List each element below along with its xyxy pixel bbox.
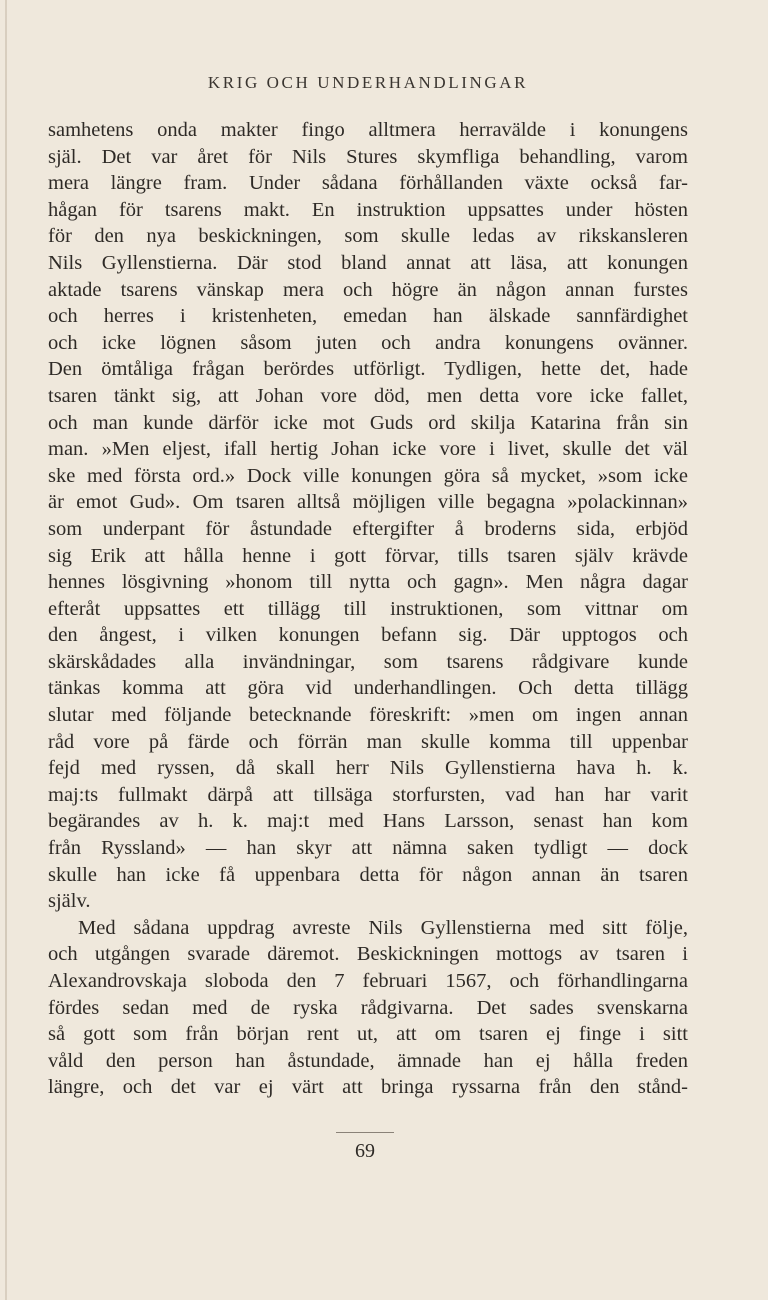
text-line: Nils Gyllenstierna. Där stod bland annat att läsa, att konungen: [48, 251, 688, 274]
text-line: den ångest, i vilken konungen befann sig. Där upptogos och: [48, 624, 688, 647]
text-line: från Ryssland» — han skyr att nämna saken tydligt — dock: [48, 837, 688, 860]
text-line: själ. Det var året för Nils Stures skymfliga behandling, varom: [48, 145, 688, 168]
text-line: hennes lösgivning »honom till nytta och gagn». Men några dagar: [48, 571, 688, 594]
text-line: hågan för tsarens makt. En instruktion uppsattes under hösten: [48, 198, 688, 221]
text-line: som underpant för åstundade eftergifter å broderns sida, erbjöd: [48, 517, 688, 540]
text-line: maj:ts fullmakt därpå att tillsäga storfursten, vad han har varit: [48, 783, 688, 806]
text-line: slutar med följande betecknande föreskrift: »men om ingen annan: [48, 704, 688, 727]
text-line: är emot Gud». Om tsaren alltså möjligen ville begagna »polackinnan»: [48, 491, 688, 514]
text-line: skärskådades alla invändningar, som tsarens rådgivare kunde: [48, 650, 688, 673]
text-line: själv.: [48, 890, 91, 913]
text-line: tsaren tänkt sig, att Johan vore död, men detta vore icke fallet,: [48, 384, 688, 407]
text-line: så gott som från början rent ut, att om tsaren ej finge i sitt: [48, 1023, 688, 1046]
text-line: aktade tsarens vänskap mera och högre än någon annan furstes: [48, 278, 688, 301]
folio-rule: [336, 1132, 394, 1133]
text-line: begärandes av h. k. maj:t med Hans Larsson, senast han kom: [48, 810, 688, 833]
text-line: Den ömtåliga frågan berördes utförligt. Tydligen, hette det, hade: [48, 358, 688, 381]
text-line: och icke lögnen såsom juten och andra konungens ovänner.: [48, 331, 688, 354]
body-text: [48, 117, 688, 1101]
page-number: 69: [355, 1140, 375, 1162]
text-line: för den nya beskickningen, som skulle ledas av rikskansleren: [48, 225, 688, 248]
text-line: och herres i kristenheten, emedan han älskade sannfärdighet: [48, 305, 688, 328]
text-line: råd vore på färde och förrän man skulle komma till uppenbar: [48, 730, 688, 753]
text-line: mera längre fram. Under sådana förhållanden växte också far-: [48, 172, 688, 195]
text-line: skulle han icke få uppenbara detta för någon annan än tsaren: [48, 863, 688, 886]
text-line: efteråt uppsattes ett tillägg till instruktionen, som vittnar om: [48, 597, 688, 620]
running-head: KRIG OCH UNDERHANDLINGAR: [207, 73, 529, 92]
text-line: fejd med ryssen, då skall herr Nils Gyllenstierna hava h. k.: [48, 757, 688, 780]
text-line: ske med första ord.» Dock ville konungen göra så mycket, »som icke: [48, 464, 688, 487]
page-edge: [5, 0, 7, 1300]
text-line: Alexandrovskaja sloboda den 7 februari 1567, och förhandlingarna: [48, 970, 688, 992]
text-line: och man kunde därför icke mot Guds ord skilja Katarina från sin: [48, 411, 688, 434]
text-line: Med sådana uppdrag avreste Nils Gyllenstierna med sitt följe,: [78, 916, 688, 939]
text-line: våld den person han åstundade, ämnade han ej hålla freden: [48, 1049, 688, 1072]
text-line: sig Erik att hålla henne i gott förvar, tills tsaren själv krävde: [48, 544, 688, 567]
text-line: längre, och det var ej värt att bringa ryssarna från den stånd-: [48, 1076, 688, 1099]
text-line: och utgången svarade däremot. Beskickningen mottogs av tsaren i: [48, 943, 688, 966]
text-line: samhetens onda makter fingo alltmera herravälde i konungens: [48, 119, 688, 141]
text-line: fördes sedan med de ryska rådgivarna. Det sades svenskarna: [48, 996, 688, 1019]
text-line: man. »Men eljest, ifall hertig Johan icke vore i livet, skulle det väl: [48, 438, 688, 461]
text-line: tänkas komma att göra vid underhandlingen. Och detta tillägg: [48, 677, 688, 700]
